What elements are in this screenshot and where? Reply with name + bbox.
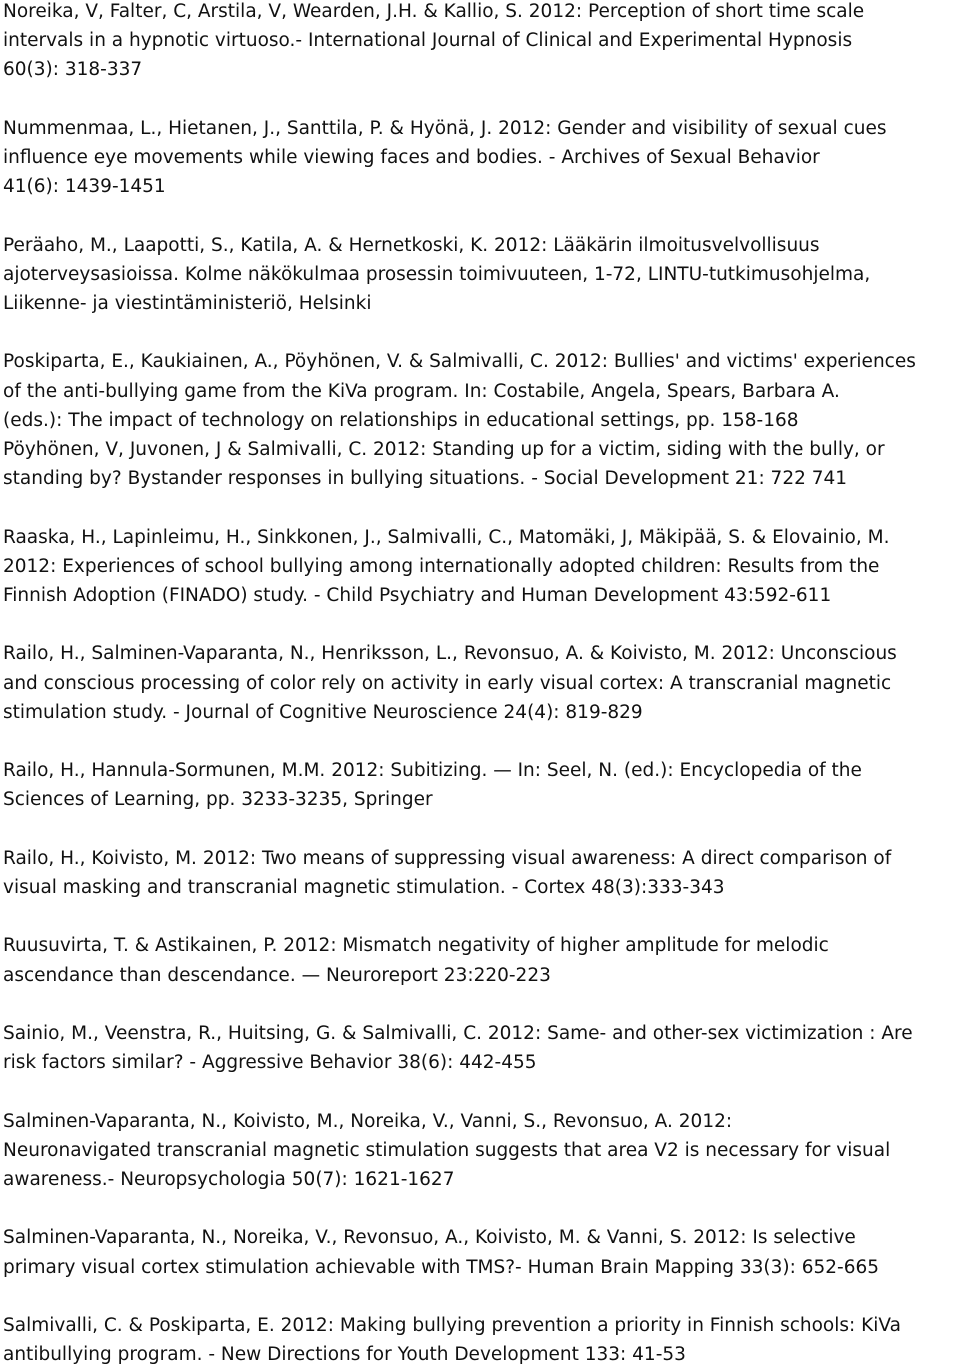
reference-line: Pöyhönen, V, Juvonen, J & Salmivalli, C. 2012: Standing up for a victim, siding with the bully, or [3, 439, 885, 460]
reference-line: Salminen-Vaparanta, N., Koivisto, M., Noreika, V., Vanni, S., Revonsuo, A. 2012: [3, 1110, 733, 1132]
reference-line: stimulation study. - Journal of Cognitive Neuroscience 24(4): 819-829 [3, 701, 643, 723]
entry-spacer [3, 902, 960, 931]
reference-line: visual masking and transcranial magnetic stimulation. - Cortex 48(3):333-343 [3, 876, 725, 898]
reference-line: Ruusuvirta, T. & Astikainen, P. 2012: Mismatch negativity of higher amplitude for melodic [3, 935, 829, 957]
reference-line: Sainio, M., Veenstra, R., Huitsing, G. & Salmivalli, C. 2012: Same- and other-sex victimization : Are [3, 1022, 913, 1044]
reference-line: antibullying program. - New Directions for Youth Development 133: 41-53 [3, 1344, 686, 1366]
entry-spacer [3, 610, 960, 639]
reference-line: Noreika, V, Falter, C, Arstila, V, Wearden, J.H. & Kallio, S. 2012: Perception of short time scale [3, 1, 865, 22]
entry-spacer [3, 318, 960, 347]
reference-line: influence eye movements while viewing faces and bodies. - Archives of Sexual Behavior [3, 147, 820, 168]
reference-line: intervals in a hypnotic virtuoso.- International Journal of Clinical and Experimental Hypnosis [3, 30, 853, 52]
reference-line: 2012: Experiences of school bullying among internationally adopted children: Results from the [3, 555, 880, 577]
reference-line: Railo, H., Salminen-Vaparanta, N., Henriksson, L., Revonsuo, A. & Koivisto, M. 2012: Unconscious [3, 643, 897, 665]
reference-line: Finnish Adoption (FINADO) study. - Child Psychiatry and Human Development 43:592-611 [3, 585, 832, 606]
entry-spacer [3, 815, 960, 844]
entry-spacer [3, 1194, 960, 1223]
entry-spacer [3, 1077, 960, 1106]
reference-line: awareness.- Neuropsychologia 50(7): 1621-1627 [3, 1168, 455, 1190]
reference-line: 41(6): 1439-1451 [3, 176, 166, 198]
entry-spacer [3, 201, 960, 230]
entry-spacer [3, 1282, 960, 1311]
reference-entry [3, 756, 960, 814]
reference-line: ascendance than descendance. — Neuroreport 23:220-223 [3, 964, 551, 986]
entry-spacer [3, 727, 960, 756]
reference-line: Raaska, H., Lapinleimu, H., Sinkkonen, J., Salmivalli, C., Matomäki, J, Mäkipää, S. & Elovainio, M. [3, 526, 890, 548]
reference-line: (eds.): The impact of technology on relationships in educational settings, pp. 158-168 [3, 409, 799, 431]
reference-line: Nummenmaa, L., Hietanen, J., Santtila, P. & Hyönä, J. 2012: Gender and visibility of sexual cues [3, 117, 887, 139]
reference-line: Salminen-Vaparanta, N., Noreika, V., Revonsuo, A., Koivisto, M. & Vanni, S. 2012: Is selective [3, 1227, 856, 1249]
reference-entry [3, 1107, 960, 1195]
entry-spacer [3, 85, 960, 114]
entry-spacer [3, 990, 960, 1019]
reference-line: primary visual cortex stimulation achievable with TMS?- Human Brain Mapping 33(3): 652-665 [3, 1256, 880, 1278]
reference-line: Railo, H., Hannula-Sormunen, M.M. 2012: Subitizing. — In: Seel, N. (ed.): Encyclopedia of the [3, 760, 862, 782]
reference-list [3, 0, 960, 1369]
reference-line: Salmivalli, C. & Poskiparta, E. 2012: Making bullying prevention a priority in Finnish schools: KiVa [3, 1314, 901, 1336]
reference-line: 60(3): 318-337 [3, 59, 143, 81]
reference-entry [3, 523, 960, 611]
reference-entry [3, 435, 960, 493]
reference-entry [3, 231, 960, 319]
reference-entry [3, 1311, 960, 1369]
reference-line: Neuronavigated transcranial magnetic stimulation suggests that area V2 is necessary for visual [3, 1139, 891, 1161]
reference-line: standing by? Bystander responses in bullying situations. - Social Development 21: 722 741 [3, 468, 848, 490]
reference-entry [3, 1223, 960, 1281]
reference-line: of the anti-bullying game from the KiVa program. In: Costabile, Angela, Spears, Barbara A. [3, 380, 840, 402]
reference-line: Poskiparta, E., Kaukiainen, A., Pöyhönen, V. & Salmivalli, C. 2012: Bullies' and victims' experiences [3, 351, 916, 373]
reference-entry [3, 1019, 960, 1077]
reference-line: Sciences of Learning, pp. 3233-3235, Springer [3, 789, 433, 811]
reference-entry [3, 844, 960, 902]
entry-spacer [3, 493, 960, 522]
reference-entry [3, 347, 960, 435]
reference-line: Liikenne- ja viestintäministeriö, Helsinki [3, 293, 372, 314]
reference-entry [3, 114, 960, 202]
reference-line: risk factors similar? - Aggressive Behavior 38(6): 442-455 [3, 1052, 537, 1074]
reference-line: Railo, H., Koivisto, M. 2012: Two means of suppressing visual awareness: A direct comparison of [3, 847, 892, 869]
reference-entry [3, 931, 960, 989]
reference-line: ajoterveysasioissa. Kolme näkökulmaa prosessin toimivuuteen, 1-72, LINTU-tutkimusohjelma, [3, 263, 871, 285]
reference-line: Peräaho, M., Laapotti, S., Katila, A. & Hernetkoski, K. 2012: Lääkärin ilmoitusvelvollisuus [3, 234, 820, 256]
reference-line: and conscious processing of color rely on activity in early visual cortex: A transcranial magnetic [3, 672, 892, 694]
reference-entry [3, 0, 960, 85]
reference-entry [3, 639, 960, 727]
